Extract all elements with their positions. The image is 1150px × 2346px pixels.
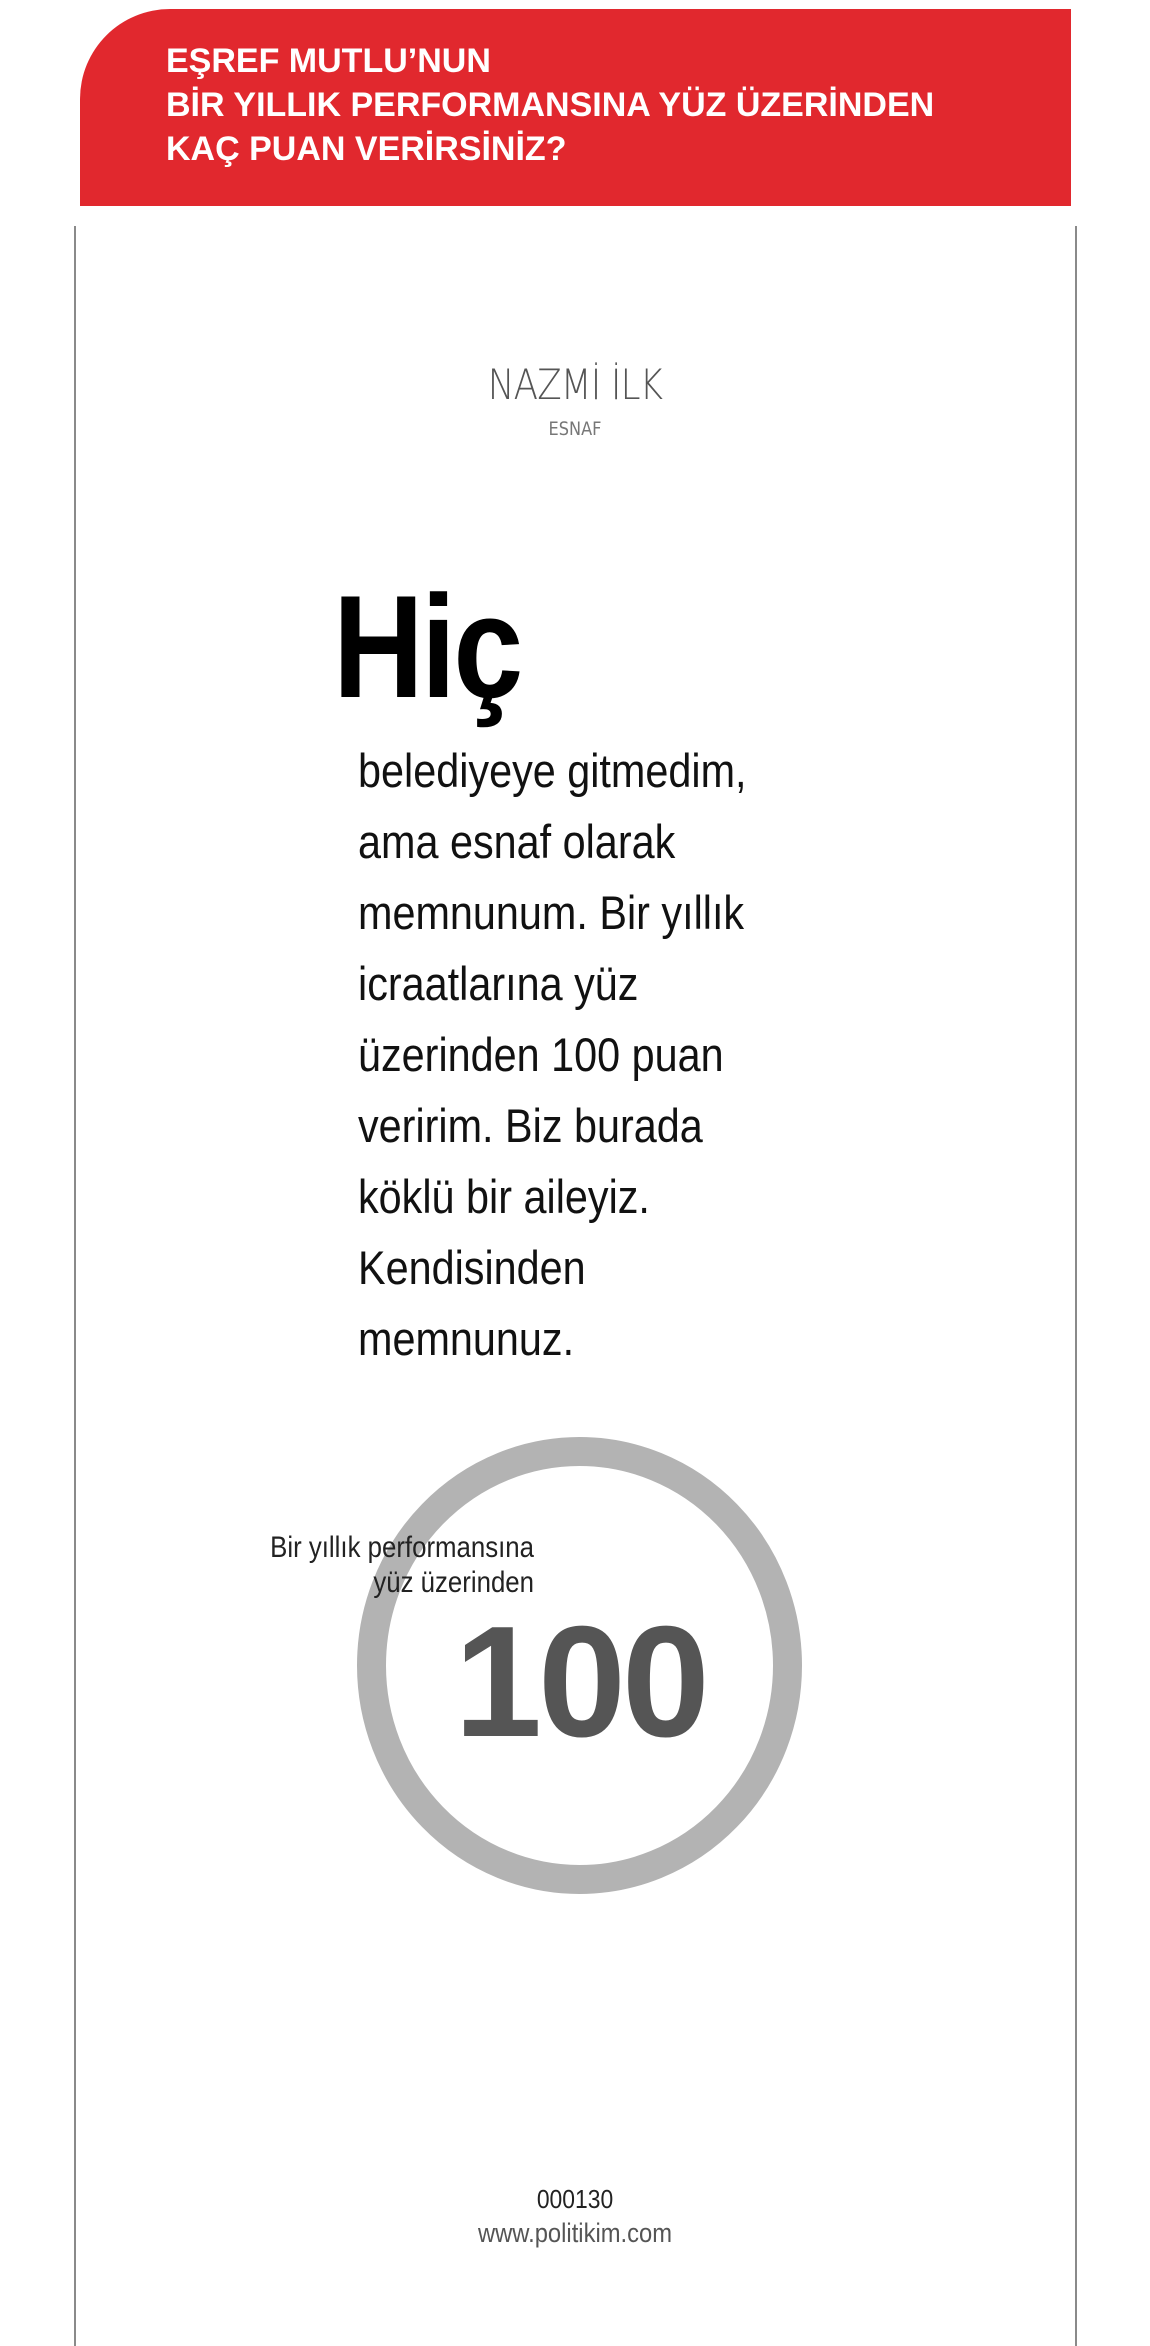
score-value: 100 [454,1594,706,1770]
quote-line: köklü bir aileyiz. [358,1170,650,1223]
quote-line: Kendisinden [358,1241,586,1294]
quote-line: ama esnaf olarak [358,815,676,868]
header-title-line-1: EŞREF MUTLU’NUN [166,42,491,80]
quote-line: üzerinden 100 puan [358,1028,724,1081]
quote-line: memnunum. Bir yıllık [358,886,745,939]
person-name: NAZMİ İLK [487,360,663,409]
quote-line: memnunuz. [358,1312,575,1365]
quote-lead-word: Hiç [333,565,521,728]
score-caption-line-2: yüz üzerinden [373,1566,534,1599]
quote-line: veririm. Biz burada [358,1099,703,1152]
header-title-line-3: KAÇ PUAN VERİRSİNİZ? [166,130,567,168]
score-caption-line-1: Bir yıllık performansına [270,1531,534,1564]
footer-code: 000130 [536,2184,614,2214]
header-title-line-2: BİR YILLIK PERFORMANSINA YÜZ ÜZERİNDEN [166,86,935,124]
quote-line: belediyeye gitmedim, [358,744,747,797]
footer-url: www.politikim.com [477,2218,673,2248]
person-role: ESNAF [548,418,602,440]
score-caption [204,1530,534,1600]
header-banner [80,9,1071,206]
quote-line: icraatlarına yüz [358,957,639,1010]
quote-body [358,735,780,1374]
